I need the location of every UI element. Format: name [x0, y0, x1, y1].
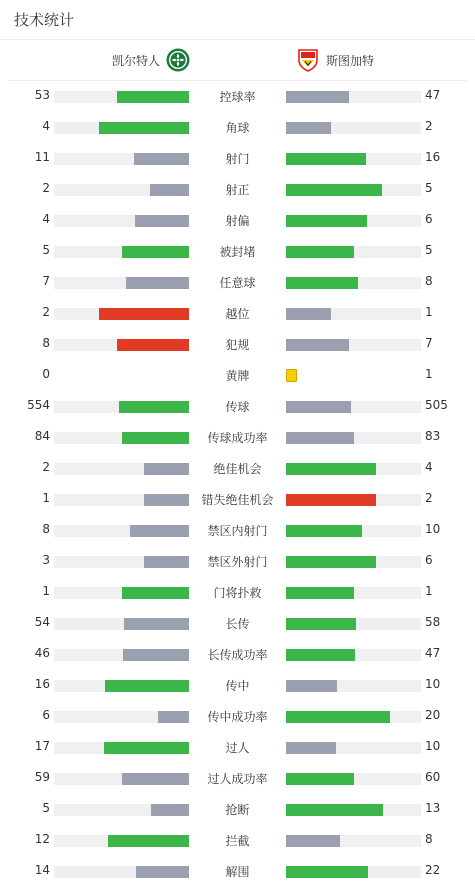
- stat-label: 黄牌: [225, 369, 250, 383]
- home-stat-bar: [119, 401, 189, 413]
- stat-row: [0, 515, 475, 546]
- stat-label: 射偏: [225, 214, 250, 228]
- away-stat-bar-track: [286, 215, 421, 227]
- away-stat-value: 1: [425, 305, 433, 319]
- page-title: 技术统计: [14, 11, 75, 29]
- home-stat-bar-track: [54, 835, 189, 847]
- home-stat-bar: [122, 587, 190, 599]
- home-stat-bar: [144, 463, 189, 475]
- home-stat-value: 554: [27, 398, 50, 412]
- stat-label: 传中成功率: [207, 710, 268, 724]
- away-stat-bar-track: [286, 711, 421, 723]
- stat-label: 任意球: [219, 276, 256, 290]
- away-stat-bar-track: [286, 463, 421, 475]
- away-stat-value: 47: [425, 88, 441, 102]
- away-stat-bar-track: [286, 773, 421, 785]
- away-stat-bar: [286, 463, 376, 475]
- home-stat-value: 11: [34, 150, 50, 164]
- stat-label: 绝佳机会: [213, 462, 262, 476]
- away-stat-bar-track: [286, 587, 421, 599]
- home-stat-value: 1: [42, 584, 50, 598]
- away-stat-bar: [286, 556, 376, 568]
- home-stat-bar: [105, 680, 189, 692]
- home-stat-bar-track: [54, 711, 189, 723]
- stat-row: [0, 236, 475, 267]
- home-stat-value: 54: [34, 615, 50, 629]
- home-stat-bar: [134, 153, 189, 165]
- away-stat-bar: [286, 401, 351, 413]
- away-stat-bar: [286, 246, 354, 258]
- home-stat-value: 7: [42, 274, 50, 288]
- stat-row: [0, 670, 475, 701]
- home-stat-bar-track: [54, 618, 189, 630]
- home-stat-value: 84: [34, 429, 50, 443]
- stat-row: [0, 763, 475, 794]
- home-stat-value: 53: [34, 88, 50, 102]
- away-stat-bar: [286, 91, 349, 103]
- home-stat-bar-track: [54, 215, 189, 227]
- stat-label: 犯规: [225, 338, 250, 352]
- away-stat-bar: [286, 649, 355, 661]
- away-team[interactable]: [238, 48, 374, 72]
- home-stat-bar-track: [54, 742, 189, 754]
- away-stat-bar: [286, 184, 382, 196]
- away-stat-value: 10: [425, 739, 441, 753]
- away-stat-value: 1: [425, 584, 433, 598]
- away-stat-bar-track: [286, 246, 421, 258]
- stat-label: 角球: [225, 121, 250, 135]
- home-stat-bar-track: [54, 494, 189, 506]
- away-stat-bar-track: [286, 432, 421, 444]
- stat-row: [0, 143, 475, 174]
- home-stat-value: 3: [42, 553, 50, 567]
- away-stat-bar: [286, 680, 337, 692]
- away-stat-bar-track: [286, 556, 421, 568]
- away-stat-value: 2: [425, 119, 433, 133]
- home-stat-bar: [158, 711, 189, 723]
- home-stat-bar-track: [54, 91, 189, 103]
- home-stat-bar: [150, 184, 189, 196]
- away-stat-bar: [286, 215, 367, 227]
- stat-label: 错失绝佳机会: [201, 493, 274, 507]
- home-stat-bar: [124, 618, 189, 630]
- stat-row: [0, 267, 475, 298]
- home-stat-bar-track: [54, 277, 189, 289]
- home-stat-bar: [144, 494, 189, 506]
- home-stat-bar: [99, 122, 189, 134]
- away-stat-bar: [286, 432, 354, 444]
- away-stat-value: 5: [425, 243, 433, 257]
- home-stat-bar-track: [54, 587, 189, 599]
- home-stat-bar-track: [54, 804, 189, 816]
- away-stat-value: 7: [425, 336, 433, 350]
- celtic-crest-icon: [166, 48, 190, 72]
- stat-label: 传中: [225, 679, 250, 693]
- stat-label: 过人: [225, 741, 250, 755]
- home-stat-value: 2: [42, 460, 50, 474]
- stat-row: [0, 856, 475, 887]
- home-stat-value: 2: [42, 181, 50, 195]
- home-stat-bar-track: [54, 122, 189, 134]
- home-stat-bar-track: [54, 773, 189, 785]
- away-stat-bar: [286, 742, 336, 754]
- away-stat-bar-track: [286, 184, 421, 196]
- away-stat-value: 6: [425, 212, 433, 226]
- away-stat-bar-track: [286, 153, 421, 165]
- away-stat-value: 6: [425, 553, 433, 567]
- home-stat-value: 4: [42, 119, 50, 133]
- home-stat-bar-track: [54, 401, 189, 413]
- stat-label: 传球成功率: [207, 431, 268, 445]
- away-stat-bar: [286, 277, 358, 289]
- stat-label: 过人成功率: [207, 772, 268, 786]
- home-stat-bar-track: [54, 556, 189, 568]
- away-stat-bar: [286, 618, 356, 630]
- home-stat-bar-track: [54, 649, 189, 661]
- home-stat-bar-track: [54, 184, 189, 196]
- away-stat-value: 47: [425, 646, 441, 660]
- stat-label: 被封堵: [219, 245, 256, 259]
- home-stat-bar: [108, 835, 189, 847]
- stat-label: 门将扑救: [213, 586, 262, 600]
- stat-row: [0, 112, 475, 143]
- away-stat-value: 58: [425, 615, 441, 629]
- stat-row: [0, 205, 475, 236]
- home-stat-value: 8: [42, 522, 50, 536]
- away-stat-bar-track: [286, 122, 421, 134]
- stat-label: 解围: [225, 865, 250, 879]
- home-stat-bar: [144, 556, 189, 568]
- home-stat-bar: [126, 277, 189, 289]
- stat-row: [0, 81, 475, 112]
- away-stat-value: 22: [425, 863, 441, 877]
- away-stat-bar: [286, 711, 390, 723]
- away-stat-value: 83: [425, 429, 441, 443]
- away-stat-bar-track: [286, 401, 421, 413]
- stat-row: [0, 639, 475, 670]
- away-stat-bar: [286, 866, 368, 878]
- stat-row: [0, 794, 475, 825]
- home-stat-value: 8: [42, 336, 50, 350]
- stat-row: [0, 732, 475, 763]
- away-stat-bar: [286, 587, 354, 599]
- home-stat-value: 5: [42, 243, 50, 257]
- stat-label: 拦截: [225, 834, 250, 848]
- away-stat-value: 505: [425, 398, 448, 412]
- stat-row: [0, 608, 475, 639]
- away-stat-bar: [286, 339, 349, 351]
- home-stat-bar-track: [54, 866, 189, 878]
- stats-list: [0, 81, 475, 887]
- away-stat-value: 16: [425, 150, 441, 164]
- home-stat-bar-track: [54, 525, 189, 537]
- away-stat-bar-track: [286, 91, 421, 103]
- home-stat-value: 14: [34, 863, 50, 877]
- away-stat-bar-track: [286, 494, 421, 506]
- stat-label: 禁区外射门: [207, 555, 268, 569]
- stat-row: [0, 546, 475, 577]
- away-stat-bar-track: [286, 742, 421, 754]
- home-stat-bar-track: [54, 339, 189, 351]
- away-stat-value: 60: [425, 770, 441, 784]
- stat-label: 抢断: [225, 803, 250, 817]
- away-stat-bar-track: [286, 649, 421, 661]
- stat-row: [0, 298, 475, 329]
- home-stat-bar: [123, 649, 189, 661]
- away-stat-value: 5: [425, 181, 433, 195]
- stat-row: [0, 577, 475, 608]
- away-stat-bar-track: [286, 277, 421, 289]
- vfb-stuttgart-crest-icon: [296, 48, 320, 72]
- away-stat-bar: [286, 804, 383, 816]
- stat-row: [0, 391, 475, 422]
- home-team-name: 凯尔特人: [111, 53, 160, 68]
- stat-row: [0, 174, 475, 205]
- stat-row: [0, 329, 475, 360]
- home-stat-bar: [136, 866, 189, 878]
- home-stat-value: 46: [34, 646, 50, 660]
- stat-label: 长传成功率: [207, 648, 268, 662]
- away-stat-bar-track: [286, 308, 421, 320]
- away-stat-value: 8: [425, 832, 433, 846]
- away-stat-value: 20: [425, 708, 441, 722]
- away-stat-bar-track: [286, 525, 421, 537]
- home-stat-bar: [122, 246, 190, 258]
- away-stat-value: 2: [425, 491, 433, 505]
- home-stat-value: 0: [42, 367, 50, 381]
- stat-row: [0, 422, 475, 453]
- stats-header: [0, 0, 475, 40]
- away-stat-bar-track: [286, 804, 421, 816]
- home-stat-bar: [135, 215, 189, 227]
- stat-row: [0, 484, 475, 515]
- home-stat-bar: [117, 339, 189, 351]
- away-stat-bar: [286, 773, 354, 785]
- stat-row: [0, 825, 475, 856]
- home-stat-bar-track: [54, 370, 189, 382]
- stat-label: 射门: [225, 152, 250, 166]
- home-stat-value: 6: [42, 708, 50, 722]
- away-stat-value: 8: [425, 274, 433, 288]
- away-stat-value: 13: [425, 801, 441, 815]
- home-stat-bar: [117, 91, 189, 103]
- stat-label: 长传: [225, 617, 250, 631]
- home-stat-value: 2: [42, 305, 50, 319]
- home-stat-value: 4: [42, 212, 50, 226]
- away-stat-bar: [286, 494, 376, 506]
- stat-label: 射正: [225, 183, 250, 197]
- away-stat-value: 4: [425, 460, 433, 474]
- away-stat-bar: [286, 122, 331, 134]
- away-stat-bar-track: [286, 835, 421, 847]
- home-stat-bar-track: [54, 680, 189, 692]
- home-stat-bar: [122, 773, 190, 785]
- stat-row: [0, 360, 475, 391]
- away-stat-value: 10: [425, 522, 441, 536]
- stat-row: [0, 701, 475, 732]
- home-stat-bar: [130, 525, 189, 537]
- home-stat-bar-track: [54, 432, 189, 444]
- away-stat-value: 10: [425, 677, 441, 691]
- away-stat-bar-track: [286, 618, 421, 630]
- away-stat-bar: [286, 525, 362, 537]
- home-team[interactable]: [8, 48, 238, 72]
- away-stat-bar-track: [286, 680, 421, 692]
- away-stat-bar-track: [286, 339, 421, 351]
- teams-bar: [8, 40, 467, 81]
- home-stat-value: 59: [34, 770, 50, 784]
- stat-row: [0, 453, 475, 484]
- home-stat-bar: [151, 804, 189, 816]
- away-team-name: 斯图加特: [326, 53, 375, 68]
- home-stat-bar: [122, 432, 190, 444]
- away-stat-bar: [286, 153, 366, 165]
- home-stat-value: 5: [42, 801, 50, 815]
- home-stat-bar-track: [54, 308, 189, 320]
- home-stat-value: 17: [34, 739, 50, 753]
- away-stat-value: 1: [425, 367, 433, 381]
- home-stat-bar-track: [54, 246, 189, 258]
- home-stat-bar: [104, 742, 189, 754]
- home-stat-value: 16: [34, 677, 50, 691]
- home-stat-value: 12: [34, 832, 50, 846]
- stat-label: 禁区内射门: [207, 524, 268, 538]
- home-stat-value: 1: [42, 491, 50, 505]
- home-stat-bar-track: [54, 153, 189, 165]
- home-stat-bar-track: [54, 463, 189, 475]
- stat-label: 越位: [225, 307, 250, 321]
- stat-label: 传球: [225, 400, 250, 414]
- away-stat-bar: [286, 835, 340, 847]
- stat-label: 控球率: [219, 90, 256, 104]
- yellow-card-icon: [286, 369, 297, 382]
- away-stat-bar: [286, 308, 331, 320]
- away-stat-bar-track: [286, 866, 421, 878]
- home-stat-bar: [99, 308, 189, 320]
